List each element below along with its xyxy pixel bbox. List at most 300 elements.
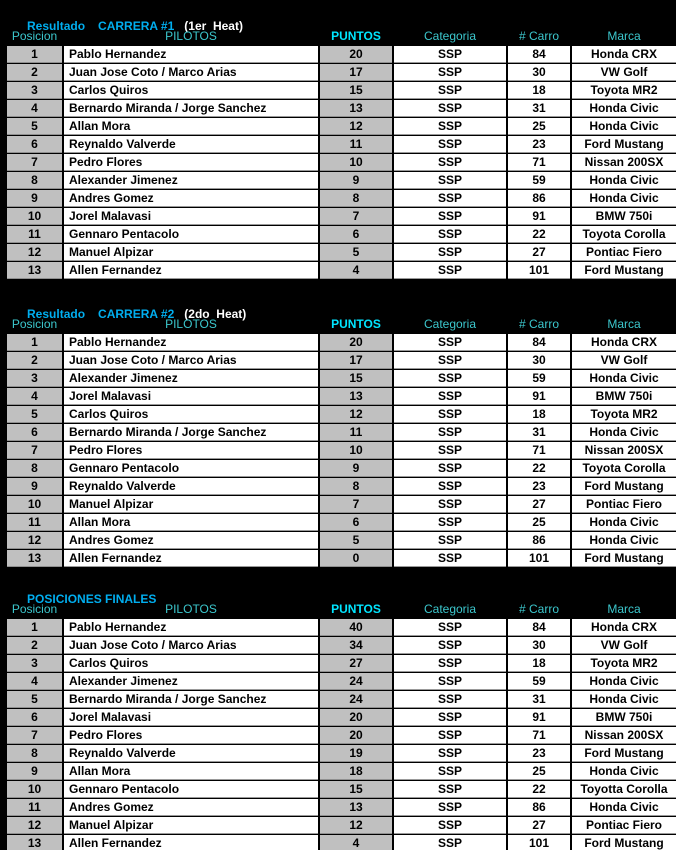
brand-cell: Honda Civic bbox=[572, 691, 676, 708]
table-row bbox=[7, 370, 676, 388]
pilot-cell: Carlos Quiros bbox=[64, 406, 318, 423]
points-cell: 20 bbox=[320, 334, 392, 351]
brand-cell: Toyota Corolla bbox=[572, 460, 676, 477]
category-cell: SSP bbox=[394, 763, 506, 780]
header-marca: Marca bbox=[607, 317, 641, 331]
table-row bbox=[7, 817, 676, 835]
points-cell: 11 bbox=[320, 424, 392, 441]
position-cell: 11 bbox=[7, 799, 62, 816]
position-cell: 5 bbox=[7, 691, 62, 708]
points-cell: 17 bbox=[320, 352, 392, 369]
position-cell: 6 bbox=[7, 136, 62, 153]
header-categoria: Categoria bbox=[423, 317, 477, 331]
position-cell: 7 bbox=[7, 442, 62, 459]
header-posicion: Posicion bbox=[11, 29, 58, 43]
points-cell: 12 bbox=[320, 406, 392, 423]
position-cell: 5 bbox=[7, 406, 62, 423]
brand-cell: Toyota MR2 bbox=[572, 406, 676, 423]
car-number-cell: 84 bbox=[508, 46, 570, 63]
table-row bbox=[7, 781, 676, 799]
table-row bbox=[7, 478, 676, 496]
points-cell: 17 bbox=[320, 64, 392, 81]
category-cell: SSP bbox=[394, 532, 506, 549]
category-cell: SSP bbox=[394, 388, 506, 405]
table-row bbox=[7, 424, 676, 442]
table-row bbox=[7, 745, 676, 763]
position-cell: 6 bbox=[7, 424, 62, 441]
header-posicion: Posicion bbox=[11, 602, 58, 616]
brand-cell: Ford Mustang bbox=[572, 745, 676, 762]
pilot-cell: Bernardo Miranda / Jorge Sanchez bbox=[64, 691, 318, 708]
points-cell: 20 bbox=[320, 709, 392, 726]
points-cell: 13 bbox=[320, 799, 392, 816]
points-cell: 20 bbox=[320, 727, 392, 744]
position-cell: 2 bbox=[7, 637, 62, 654]
final-standings-section bbox=[7, 577, 676, 850]
header-marca: Marca bbox=[607, 602, 641, 616]
table-row bbox=[7, 673, 676, 691]
points-cell: 7 bbox=[320, 208, 392, 225]
points-cell: 9 bbox=[320, 172, 392, 189]
pilot-cell: Jorel Malavasi bbox=[64, 208, 318, 225]
points-cell: 40 bbox=[320, 619, 392, 636]
header-categoria: Categoria bbox=[423, 602, 477, 616]
points-cell: 4 bbox=[320, 262, 392, 279]
table-row bbox=[7, 619, 676, 637]
header-pilotos: PILOTOS bbox=[165, 602, 217, 616]
car-number-cell: 86 bbox=[508, 532, 570, 549]
brand-cell: BMW 750i bbox=[572, 709, 676, 726]
car-number-cell: 101 bbox=[508, 550, 570, 567]
car-number-cell: 59 bbox=[508, 370, 570, 387]
pilot-cell: Reynaldo Valverde bbox=[64, 478, 318, 495]
position-cell: 3 bbox=[7, 82, 62, 99]
brand-cell: Pontiac Fiero bbox=[572, 817, 676, 834]
position-cell: 8 bbox=[7, 745, 62, 762]
category-cell: SSP bbox=[394, 691, 506, 708]
header-marca: Marca bbox=[607, 29, 641, 43]
position-cell: 6 bbox=[7, 709, 62, 726]
points-cell: 7 bbox=[320, 496, 392, 513]
category-cell: SSP bbox=[394, 478, 506, 495]
points-cell: 15 bbox=[320, 82, 392, 99]
car-number-cell: 91 bbox=[508, 709, 570, 726]
category-cell: SSP bbox=[394, 154, 506, 171]
position-cell: 9 bbox=[7, 763, 62, 780]
brand-cell: Honda CRX bbox=[572, 334, 676, 351]
points-cell: 6 bbox=[320, 514, 392, 531]
position-cell: 13 bbox=[7, 550, 62, 567]
final-standings-title-label: POSICIONES FINALES bbox=[27, 592, 157, 606]
table-row bbox=[7, 154, 676, 172]
pilot-cell: Allan Mora bbox=[64, 118, 318, 135]
points-cell: 13 bbox=[320, 388, 392, 405]
car-number-cell: 25 bbox=[508, 514, 570, 531]
category-cell: SSP bbox=[394, 244, 506, 261]
category-cell: SSP bbox=[394, 46, 506, 63]
brand-cell: Toyota Corolla bbox=[572, 226, 676, 243]
brand-cell: Nissan 200SX bbox=[572, 727, 676, 744]
category-cell: SSP bbox=[394, 637, 506, 654]
pilot-cell: Carlos Quiros bbox=[64, 82, 318, 99]
brand-cell: Honda Civic bbox=[572, 532, 676, 549]
points-cell: 15 bbox=[320, 781, 392, 798]
position-cell: 2 bbox=[7, 64, 62, 81]
brand-cell: Honda Civic bbox=[572, 172, 676, 189]
category-cell: SSP bbox=[394, 208, 506, 225]
final-standings-table-header bbox=[7, 602, 676, 617]
race-1-results-section bbox=[7, 4, 676, 280]
car-number-cell: 18 bbox=[508, 82, 570, 99]
table-row bbox=[7, 226, 676, 244]
points-cell: 10 bbox=[320, 154, 392, 171]
car-number-cell: 71 bbox=[508, 154, 570, 171]
position-cell: 1 bbox=[7, 334, 62, 351]
table-row bbox=[7, 799, 676, 817]
table-row bbox=[7, 496, 676, 514]
race-2-table-body bbox=[7, 334, 676, 568]
header-puntos: PUNTOS bbox=[331, 317, 381, 331]
table-row bbox=[7, 244, 676, 262]
category-cell: SSP bbox=[394, 619, 506, 636]
points-cell: 8 bbox=[320, 478, 392, 495]
pilot-cell: Gennaro Pentacolo bbox=[64, 226, 318, 243]
brand-cell: Honda Civic bbox=[572, 100, 676, 117]
car-number-cell: 23 bbox=[508, 478, 570, 495]
table-row bbox=[7, 208, 676, 226]
brand-cell: BMW 750i bbox=[572, 388, 676, 405]
points-cell: 6 bbox=[320, 226, 392, 243]
car-number-cell: 59 bbox=[508, 172, 570, 189]
header-pilotos: PILOTOS bbox=[165, 317, 217, 331]
table-row bbox=[7, 550, 676, 568]
pilot-cell: Pablo Hernandez bbox=[64, 46, 318, 63]
category-cell: SSP bbox=[394, 64, 506, 81]
category-cell: SSP bbox=[394, 673, 506, 690]
pilot-cell: Bernardo Miranda / Jorge Sanchez bbox=[64, 100, 318, 117]
brand-cell: Toyota MR2 bbox=[572, 655, 676, 672]
brand-cell: Honda Civic bbox=[572, 799, 676, 816]
brand-cell: VW Golf bbox=[572, 637, 676, 654]
table-row bbox=[7, 691, 676, 709]
position-cell: 9 bbox=[7, 190, 62, 207]
pilot-cell: Allen Fernandez bbox=[64, 835, 318, 850]
table-row bbox=[7, 190, 676, 208]
brand-cell: Pontiac Fiero bbox=[572, 244, 676, 261]
brand-cell: Honda Civic bbox=[572, 673, 676, 690]
category-cell: SSP bbox=[394, 835, 506, 850]
position-cell: 11 bbox=[7, 226, 62, 243]
position-cell: 1 bbox=[7, 46, 62, 63]
header-carro: # Carro bbox=[518, 29, 559, 43]
car-number-cell: 91 bbox=[508, 388, 570, 405]
position-cell: 4 bbox=[7, 100, 62, 117]
category-cell: SSP bbox=[394, 118, 506, 135]
position-cell: 5 bbox=[7, 118, 62, 135]
position-cell: 10 bbox=[7, 496, 62, 513]
brand-cell: Honda Civic bbox=[572, 190, 676, 207]
points-cell: 8 bbox=[320, 190, 392, 207]
position-cell: 4 bbox=[7, 388, 62, 405]
brand-cell: VW Golf bbox=[572, 352, 676, 369]
pilot-cell: Juan Jose Coto / Marco Arias bbox=[64, 352, 318, 369]
category-cell: SSP bbox=[394, 136, 506, 153]
race-2-results-section bbox=[7, 292, 676, 568]
table-row bbox=[7, 388, 676, 406]
pilot-cell: Pedro Flores bbox=[64, 727, 318, 744]
header-puntos: PUNTOS bbox=[331, 602, 381, 616]
header-carro: # Carro bbox=[518, 317, 559, 331]
brand-cell: Ford Mustang bbox=[572, 550, 676, 567]
race-1-table-body bbox=[7, 46, 676, 280]
race-2-table-header bbox=[7, 317, 676, 332]
category-cell: SSP bbox=[394, 817, 506, 834]
brand-cell: Honda Civic bbox=[572, 763, 676, 780]
car-number-cell: 25 bbox=[508, 118, 570, 135]
brand-cell: Honda Civic bbox=[572, 370, 676, 387]
points-cell: 10 bbox=[320, 442, 392, 459]
final-standings-table-body bbox=[7, 619, 676, 850]
brand-cell: Toyota MR2 bbox=[572, 82, 676, 99]
position-cell: 12 bbox=[7, 244, 62, 261]
pilot-cell: Alexander Jimenez bbox=[64, 172, 318, 189]
car-number-cell: 23 bbox=[508, 745, 570, 762]
race-2-title-heat: (2do Heat) bbox=[184, 307, 247, 321]
points-cell: 5 bbox=[320, 244, 392, 261]
table-row bbox=[7, 82, 676, 100]
brand-cell: Nissan 200SX bbox=[572, 442, 676, 459]
position-cell: 13 bbox=[7, 262, 62, 279]
header-pilotos: PILOTOS bbox=[165, 29, 217, 43]
pilot-cell: Juan Jose Coto / Marco Arias bbox=[64, 637, 318, 654]
pilot-cell: Allan Mora bbox=[64, 763, 318, 780]
pilot-cell: Andres Gomez bbox=[64, 190, 318, 207]
table-row bbox=[7, 655, 676, 673]
position-cell: 12 bbox=[7, 532, 62, 549]
brand-cell: Honda Civic bbox=[572, 118, 676, 135]
car-number-cell: 22 bbox=[508, 460, 570, 477]
pilot-cell: Manuel Alpizar bbox=[64, 496, 318, 513]
car-number-cell: 30 bbox=[508, 352, 570, 369]
pilot-cell: Andres Gomez bbox=[64, 532, 318, 549]
points-cell: 5 bbox=[320, 532, 392, 549]
brand-cell: Honda Civic bbox=[572, 514, 676, 531]
table-row bbox=[7, 709, 676, 727]
pilot-cell: Pablo Hernandez bbox=[64, 334, 318, 351]
car-number-cell: 23 bbox=[508, 136, 570, 153]
header-categoria: Categoria bbox=[423, 29, 477, 43]
position-cell: 3 bbox=[7, 655, 62, 672]
position-cell: 10 bbox=[7, 781, 62, 798]
car-number-cell: 30 bbox=[508, 64, 570, 81]
pilot-cell: Gennaro Pentacolo bbox=[64, 460, 318, 477]
table-row bbox=[7, 100, 676, 118]
table-row bbox=[7, 46, 676, 64]
category-cell: SSP bbox=[394, 709, 506, 726]
category-cell: SSP bbox=[394, 442, 506, 459]
category-cell: SSP bbox=[394, 262, 506, 279]
brand-cell: Pontiac Fiero bbox=[572, 496, 676, 513]
category-cell: SSP bbox=[394, 406, 506, 423]
table-row bbox=[7, 64, 676, 82]
category-cell: SSP bbox=[394, 496, 506, 513]
pilot-cell: Allen Fernandez bbox=[64, 550, 318, 567]
points-cell: 27 bbox=[320, 655, 392, 672]
car-number-cell: 101 bbox=[508, 835, 570, 850]
race-2-title bbox=[7, 292, 676, 321]
position-cell: 4 bbox=[7, 673, 62, 690]
car-number-cell: 27 bbox=[508, 244, 570, 261]
table-row bbox=[7, 136, 676, 154]
header-puntos: PUNTOS bbox=[331, 29, 381, 43]
points-cell: 15 bbox=[320, 370, 392, 387]
brand-cell: Ford Mustang bbox=[572, 262, 676, 279]
position-cell: 2 bbox=[7, 352, 62, 369]
pilot-cell: Carlos Quiros bbox=[64, 655, 318, 672]
pilot-cell: Andres Gomez bbox=[64, 799, 318, 816]
brand-cell: Ford Mustang bbox=[572, 478, 676, 495]
points-cell: 20 bbox=[320, 46, 392, 63]
category-cell: SSP bbox=[394, 226, 506, 243]
brand-cell: Toyotta Corolla bbox=[572, 781, 676, 798]
position-cell: 7 bbox=[7, 154, 62, 171]
pilot-cell: Alexander Jimenez bbox=[64, 673, 318, 690]
table-row bbox=[7, 352, 676, 370]
pilot-cell: Allan Mora bbox=[64, 514, 318, 531]
table-row bbox=[7, 262, 676, 280]
brand-cell: Honda Civic bbox=[572, 424, 676, 441]
pilot-cell: Gennaro Pentacolo bbox=[64, 781, 318, 798]
points-cell: 19 bbox=[320, 745, 392, 762]
race-2-title-label: Resultado bbox=[27, 307, 86, 321]
car-number-cell: 86 bbox=[508, 799, 570, 816]
category-cell: SSP bbox=[394, 172, 506, 189]
category-cell: SSP bbox=[394, 352, 506, 369]
race-1-title-label: Resultado bbox=[27, 19, 86, 33]
pilot-cell: Reynaldo Valverde bbox=[64, 745, 318, 762]
position-cell: 11 bbox=[7, 514, 62, 531]
car-number-cell: 31 bbox=[508, 100, 570, 117]
table-row bbox=[7, 727, 676, 745]
pilot-cell: Jorel Malavasi bbox=[64, 388, 318, 405]
points-cell: 24 bbox=[320, 673, 392, 690]
car-number-cell: 91 bbox=[508, 208, 570, 225]
results-sheet bbox=[7, 4, 676, 850]
table-row bbox=[7, 637, 676, 655]
pilot-cell: Pedro Flores bbox=[64, 154, 318, 171]
final-standings-title bbox=[7, 577, 676, 606]
pilot-cell: Pablo Hernandez bbox=[64, 619, 318, 636]
car-number-cell: 18 bbox=[508, 406, 570, 423]
brand-cell: Nissan 200SX bbox=[572, 154, 676, 171]
table-row bbox=[7, 835, 676, 850]
position-cell: 3 bbox=[7, 370, 62, 387]
points-cell: 0 bbox=[320, 550, 392, 567]
pilot-cell: Alexander Jimenez bbox=[64, 370, 318, 387]
pilot-cell: Bernardo Miranda / Jorge Sanchez bbox=[64, 424, 318, 441]
points-cell: 34 bbox=[320, 637, 392, 654]
points-cell: 12 bbox=[320, 817, 392, 834]
brand-cell: Honda CRX bbox=[572, 46, 676, 63]
table-row bbox=[7, 172, 676, 190]
category-cell: SSP bbox=[394, 655, 506, 672]
pilot-cell: Manuel Alpizar bbox=[64, 817, 318, 834]
points-cell: 9 bbox=[320, 460, 392, 477]
car-number-cell: 27 bbox=[508, 817, 570, 834]
category-cell: SSP bbox=[394, 190, 506, 207]
brand-cell: VW Golf bbox=[572, 64, 676, 81]
position-cell: 9 bbox=[7, 478, 62, 495]
car-number-cell: 71 bbox=[508, 442, 570, 459]
position-cell: 10 bbox=[7, 208, 62, 225]
category-cell: SSP bbox=[394, 550, 506, 567]
category-cell: SSP bbox=[394, 727, 506, 744]
points-cell: 18 bbox=[320, 763, 392, 780]
car-number-cell: 31 bbox=[508, 691, 570, 708]
points-cell: 24 bbox=[320, 691, 392, 708]
position-cell: 1 bbox=[7, 619, 62, 636]
pilot-cell: Reynaldo Valverde bbox=[64, 136, 318, 153]
table-row bbox=[7, 532, 676, 550]
table-row bbox=[7, 406, 676, 424]
position-cell: 13 bbox=[7, 835, 62, 850]
position-cell: 7 bbox=[7, 727, 62, 744]
pilot-cell: Manuel Alpizar bbox=[64, 244, 318, 261]
brand-cell: BMW 750i bbox=[572, 208, 676, 225]
table-row bbox=[7, 118, 676, 136]
table-row bbox=[7, 514, 676, 532]
points-cell: 4 bbox=[320, 835, 392, 850]
car-number-cell: 84 bbox=[508, 334, 570, 351]
race-1-title-heat: (1er Heat) bbox=[184, 19, 243, 33]
pilot-cell: Juan Jose Coto / Marco Arias bbox=[64, 64, 318, 81]
category-cell: SSP bbox=[394, 82, 506, 99]
category-cell: SSP bbox=[394, 514, 506, 531]
category-cell: SSP bbox=[394, 799, 506, 816]
brand-cell: Ford Mustang bbox=[572, 835, 676, 850]
pilot-cell: Jorel Malavasi bbox=[64, 709, 318, 726]
points-cell: 13 bbox=[320, 100, 392, 117]
race-1-table-header bbox=[7, 29, 676, 44]
category-cell: SSP bbox=[394, 781, 506, 798]
car-number-cell: 30 bbox=[508, 637, 570, 654]
brand-cell: Ford Mustang bbox=[572, 136, 676, 153]
points-cell: 12 bbox=[320, 118, 392, 135]
race-2-title-race: CARRERA #2 bbox=[98, 307, 175, 321]
car-number-cell: 22 bbox=[508, 781, 570, 798]
category-cell: SSP bbox=[394, 424, 506, 441]
header-carro: # Carro bbox=[518, 602, 559, 616]
car-number-cell: 84 bbox=[508, 619, 570, 636]
brand-cell: Honda CRX bbox=[572, 619, 676, 636]
car-number-cell: 18 bbox=[508, 655, 570, 672]
category-cell: SSP bbox=[394, 370, 506, 387]
race-1-title bbox=[7, 4, 676, 33]
car-number-cell: 27 bbox=[508, 496, 570, 513]
category-cell: SSP bbox=[394, 100, 506, 117]
points-cell: 11 bbox=[320, 136, 392, 153]
race-1-title-race: CARRERA #1 bbox=[98, 19, 175, 33]
car-number-cell: 101 bbox=[508, 262, 570, 279]
category-cell: SSP bbox=[394, 334, 506, 351]
table-row bbox=[7, 460, 676, 478]
car-number-cell: 31 bbox=[508, 424, 570, 441]
car-number-cell: 71 bbox=[508, 727, 570, 744]
position-cell: 8 bbox=[7, 172, 62, 189]
table-row bbox=[7, 442, 676, 460]
pilot-cell: Allen Fernandez bbox=[64, 262, 318, 279]
pilot-cell: Pedro Flores bbox=[64, 442, 318, 459]
